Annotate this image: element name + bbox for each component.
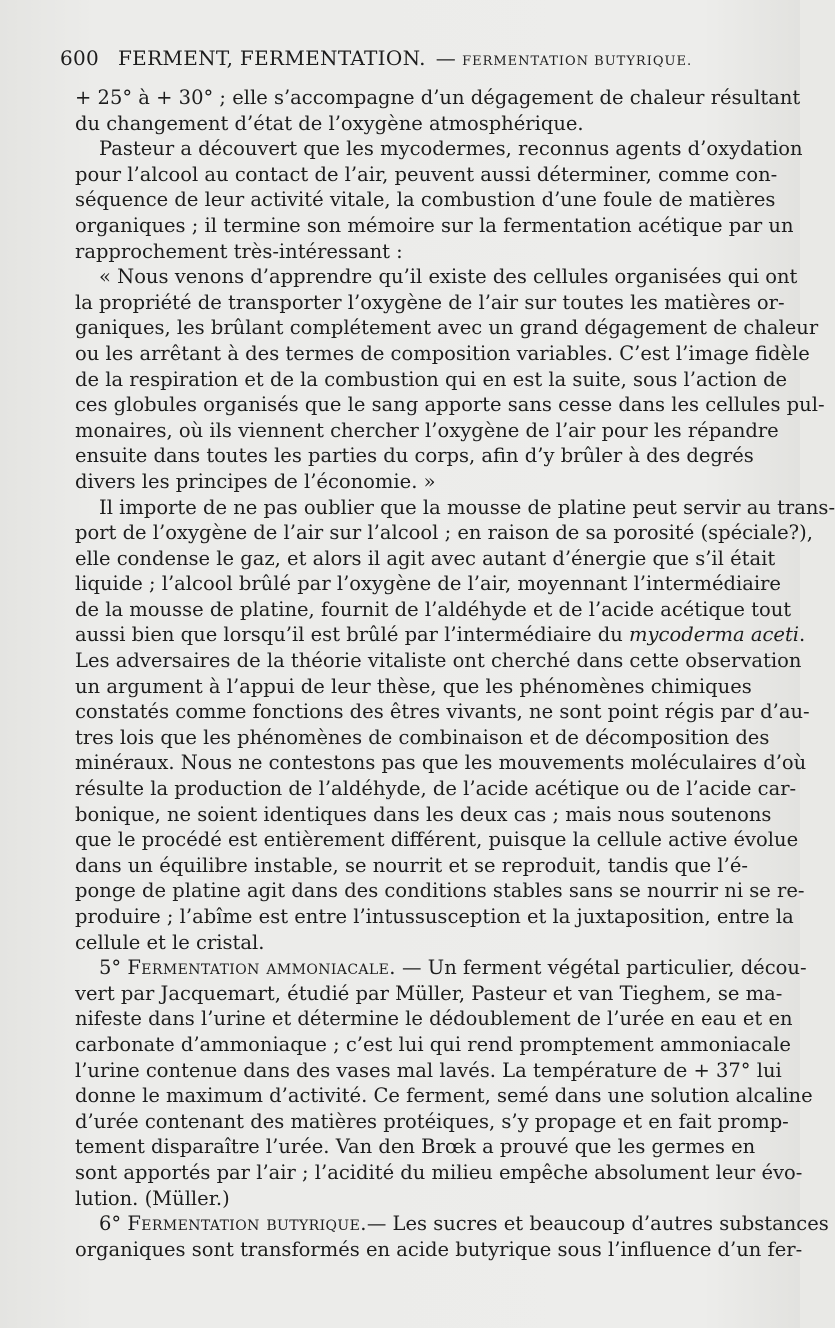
line-text: 6° (99, 1212, 128, 1236)
line-text: sont apportés par l’air ; l’acidité du milieu empêche absolument leur évo- (75, 1160, 803, 1184)
line-text: du changement d’état de l’oxygène atmosphérique. (75, 111, 584, 135)
line-text: liquide ; l’alcool brûlé par l’oxygène de l’air, moyennant l’intermédiaire (75, 572, 781, 596)
text-line (75, 1160, 803, 1186)
line-text: « Nous venons d’apprendre qu’il existe des cellules organisées qui ont (99, 265, 798, 289)
line-text: d’urée contenant des matières protéiques, s’y propage et en fait promp- (75, 1109, 789, 1133)
text-line (75, 213, 794, 239)
line-text: organiques sont transformés en acide butyrique sous l’influence d’un fer- (75, 1237, 803, 1261)
text-line (75, 520, 813, 546)
text-line (75, 1058, 782, 1084)
text-line (75, 674, 752, 700)
text-line (75, 853, 748, 879)
line-text: aussi bien que lorsqu’il est brûlé par l’intermédiaire du (75, 623, 630, 647)
italic-term: mycoderma aceti (629, 623, 800, 647)
text-line (75, 776, 797, 802)
line-text: vert par Jacquemart, étudié par Müller, Pasteur et van Tieghem, se ma- (75, 981, 783, 1005)
line-text: ponge de platine agit dans des conditions stables sans se nourrir ni se re- (75, 879, 805, 903)
text-line (75, 1211, 829, 1237)
text-line (75, 571, 781, 597)
line-text: lution. (Müller.) (75, 1186, 230, 1210)
text-line (75, 443, 754, 469)
line-text: divers les principes de l’économie. » (75, 469, 436, 493)
line-text: donne le maximum d’activité. Ce ferment, semé dans une solution alcaline (75, 1084, 813, 1108)
running-head (60, 46, 740, 76)
text-line (75, 1083, 813, 1109)
text-line (75, 136, 803, 162)
text-line (75, 699, 810, 725)
line-text: ganiques, les brûlant complétement avec un grand dégagement de chaleur (75, 316, 819, 340)
line-text: que le procédé est entièrement différent, puisque la cellule active évolue (75, 828, 799, 852)
running-section: FERMENTATION BUTYRIQUE. (462, 54, 693, 69)
text-line (75, 750, 807, 776)
text-line (75, 495, 835, 521)
text-line (75, 878, 805, 904)
line-text: de la mousse de platine, fournit de l’aldéhyde et de l’acide acétique tout (75, 597, 792, 621)
body-text (75, 85, 835, 1262)
line-text: port de l’oxygène de l’air sur l’alcool ; en raison de sa porosité (spéciale?), (75, 521, 813, 545)
text-line (75, 341, 810, 367)
line-text: séquence de leur activité vitale, la combustion d’une foule de matières (75, 188, 776, 212)
section-heading: Fermentation ammoniacale. (127, 956, 396, 980)
line-text: Il importe de ne pas oublier que la mousse de platine peut servir au trans- (99, 495, 835, 519)
text-line (75, 418, 779, 444)
text-line (75, 111, 738, 137)
text-line (75, 597, 792, 623)
line-text: — Les sucres et beaucoup d’autres substances (366, 1212, 829, 1236)
line-text: + 25° à + 30° ; elle s’accompagne d’un dégagement de chaleur résultant (75, 86, 801, 109)
line-text: de la respiration et de la combustion qui en est la suite, sous l’action de (75, 367, 788, 391)
line-text: ces globules organisés que le sang apporte sans cesse dans les cellules pul- (75, 393, 825, 417)
line-text: la propriété de transporter l’oxygène de l’air sur toutes les matières or- (75, 290, 785, 314)
line-text: résulte la production de l’aldéhyde, de l’acide acétique ou de l’acide car- (75, 777, 797, 801)
text-line (75, 930, 738, 956)
text-line (75, 1186, 738, 1212)
text-line (75, 1134, 756, 1160)
text-line (75, 162, 778, 188)
text-line (75, 264, 798, 290)
running-head-separator: — (435, 46, 457, 70)
line-text: dans un équilibre instable, se nourrit et se reproduit, tandis que l’é- (75, 853, 748, 877)
line-text: Pasteur a découvert que les mycodermes, reconnus agents d’oxydation (99, 137, 803, 161)
line-text: carbonate d’ammoniaque ; c’est lui qui rend promptement ammoniacale (75, 1032, 791, 1056)
text-line (75, 955, 807, 981)
text-line (75, 802, 772, 828)
text-line (75, 1006, 793, 1032)
text-line (75, 315, 819, 341)
line-text: tement disparaître l’urée. Van den Brœk a prouvé que les germes en (75, 1135, 756, 1159)
text-line (75, 367, 788, 393)
line-text: organiques ; il termine son mémoire sur la fermentation acétique par un (75, 213, 794, 237)
text-line (75, 622, 806, 648)
line-text: ensuite dans toutes les parties du corps, afin d’y brûler à des degrés (75, 444, 754, 468)
line-text: constatés comme fonctions des êtres vivants, ne sont point régis par d’au- (75, 700, 810, 724)
line-text: . (799, 623, 806, 647)
line-text: cellule et le cristal. (75, 930, 265, 954)
text-line (75, 290, 785, 316)
text-line (75, 1109, 789, 1135)
text-line (75, 904, 794, 930)
text-line (75, 1237, 803, 1263)
line-text: tres lois que les phénomènes de combinaison et de décomposition des (75, 725, 770, 749)
text-line (75, 546, 776, 572)
text-line (75, 981, 783, 1007)
line-text: 5° (99, 956, 128, 980)
line-text: elle condense le gaz, et alors il agit avec autant d’énergie que s’il était (75, 546, 776, 570)
text-line (75, 85, 801, 111)
text-line (75, 648, 802, 674)
line-text: l’urine contenue dans des vases mal lavés. La température de + 37° lui (75, 1058, 782, 1082)
text-line (75, 725, 770, 751)
text-line (75, 392, 825, 418)
line-text: un argument à l’appui de leur thèse, que les phénomènes chimiques (75, 674, 752, 698)
line-text: rapprochement très-intéressant : (75, 239, 403, 263)
line-text: pour l’alcool au contact de l’air, peuvent aussi déterminer, comme con- (75, 162, 778, 186)
line-text: produire ; l’abîme est entre l’intussusception et la juxtaposition, entre la (75, 905, 794, 928)
line-text: monaires, où ils viennent chercher l’oxygène de l’air pour les répandre (75, 418, 779, 442)
text-line (75, 827, 799, 853)
line-text: bonique, ne soient identiques dans les deux cas ; mais nous soutenons (75, 802, 772, 826)
line-text: — Un ferment végétal particulier, décou- (395, 956, 807, 980)
section-heading: Fermentation butyrique. (127, 1212, 367, 1236)
page-number: 600 (60, 46, 100, 70)
line-text: ou les arrêtant à des termes de composition variables. C’est l’image fidèle (75, 341, 810, 365)
text-line (75, 469, 738, 495)
line-text: Les adversaires de la théorie vitaliste ont cherché dans cette observation (75, 649, 802, 673)
line-text: minéraux. Nous ne contestons pas que les mouvements moléculaires d’où (75, 751, 807, 775)
running-title: FERMENT, FERMENTATION. (118, 46, 426, 70)
text-line (75, 239, 738, 265)
line-text: nifeste dans l’urine et détermine le dédoublement de l’urée en eau et en (75, 1007, 793, 1031)
text-line (75, 1032, 791, 1058)
text-line (75, 187, 776, 213)
